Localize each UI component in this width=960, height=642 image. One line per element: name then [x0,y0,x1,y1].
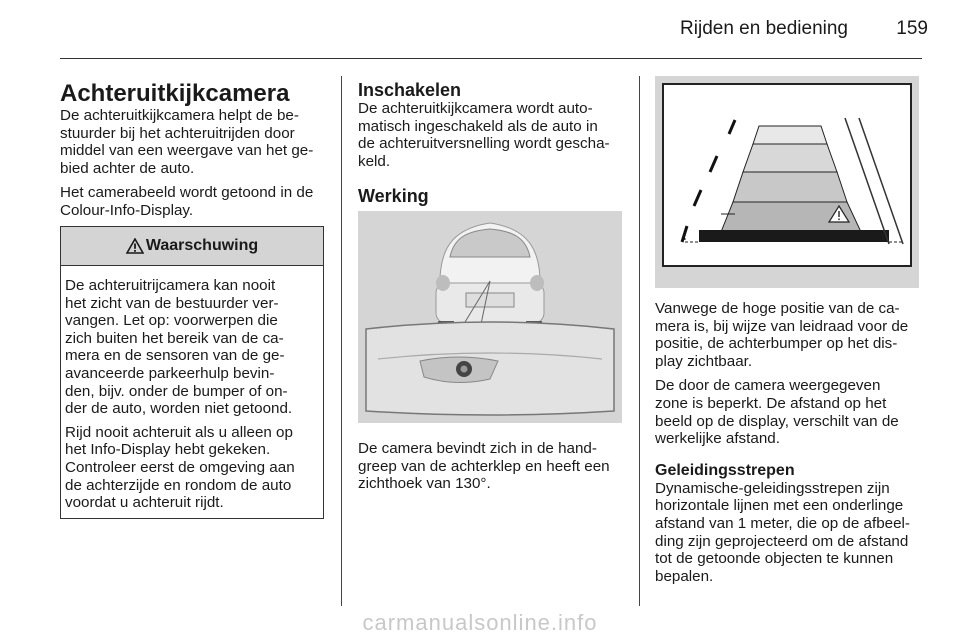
car-rear-camera-illustration [358,211,622,423]
watermark: carmanualsonline.info [362,610,598,635]
column-2-lower [358,440,626,500]
header-rule [60,58,922,59]
heading-inschakelen: Inschakelen [358,80,462,100]
column-divider-2 [639,76,640,606]
bumper-paragraph: Vanwege de hoge positie van de ca- mera is, bij wijze van leidraad voor de positie, de achterbumper op het dis- play zichtbaar. [655,300,909,370]
warning-header [61,227,323,266]
activation-paragraph: De achteruitkijkcamera wordt auto- matisch ingeschakeld als de auto in de achteruitversnelling wordt gescha- keld. [358,100,610,170]
column-divider-1 [341,76,342,606]
warning-body [61,266,323,518]
section-heading: Achteruitkijkcamera [60,80,290,107]
heading-werking: Werking [358,186,429,207]
warning-paragraph-2: Rijd nooit achteruit als u alleen op het Info-Display hebt gekeken. Controleer eerst de omgeving aan de achterzijde en rondom de auto voordat u achteruit rijdt. [65,423,295,512]
display-paragraph: Het camerabeeld wordt getoond in de Colour-Info-Display. [60,184,314,219]
column-2 [358,80,626,206]
guidelines-paragraph: Dynamische-geleidingsstrepen zijn horizontale lijnen met een onderlinge afstand van 1 meter, die op de afbeel- ding zijn geprojecteerd om de afstand tot de getoonde objecten te kunnen bepalen. [655,479,910,585]
running-header-title: Rijden en bediening [680,18,848,39]
page-number: 159 [896,18,928,39]
heading-geleidingsstrepen: Geleidingsstrepen [655,461,795,479]
warning-box [60,226,324,519]
camera-display-guidelines-illustration [655,76,919,288]
column-3 [655,300,923,592]
warning-title: Waarschuwing [145,237,259,254]
zone-paragraph: De door de camera weergegeven zone is beperkt. De afstand op het beeld op de display, verschilt van de werkelijke afstand. [655,377,899,448]
camera-location-paragraph: De camera bevindt zich in de hand- greep van de achterklep en heeft een zichthoek van 130°. [358,440,610,493]
warning-triangle-icon [126,238,144,254]
warning-paragraph-1: De achteruitrijcamera kan nooit het zicht van de bestuurder ver- vangen. Let op: voorwerpen die zich buiten het bereik van de ca- mera en de sensoren van de ge- avanceerde parkeerhulp bevin- den, bijv. onder de bumper of on- der de auto, worden niet getoond. [65,277,293,418]
column-1 [60,80,325,227]
intro-paragraph: De achteruitkijkcamera helpt de be- stuurder bij het achteruitrijden door middel van een weergave van het ge- bied achter de auto. [60,107,314,177]
